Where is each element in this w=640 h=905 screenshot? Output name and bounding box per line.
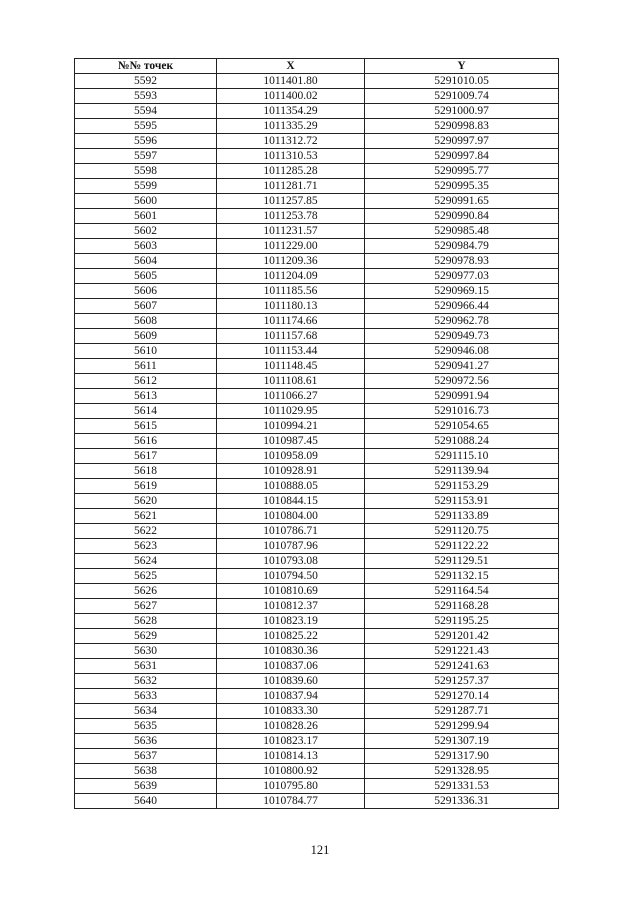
- point-number-cell: 5597: [75, 149, 217, 164]
- x-cell: 1010814.13: [217, 749, 365, 764]
- x-cell: 1011029.95: [217, 404, 365, 419]
- point-number-cell: 5602: [75, 224, 217, 239]
- y-cell: 5291088.24: [365, 434, 559, 449]
- x-cell: 1010844.15: [217, 494, 365, 509]
- x-cell: 1011157.68: [217, 329, 365, 344]
- point-number-cell: 5594: [75, 104, 217, 119]
- table-row: [75, 704, 559, 719]
- point-number-cell: 5596: [75, 134, 217, 149]
- point-number-cell: 5622: [75, 524, 217, 539]
- x-cell: 1010928.91: [217, 464, 365, 479]
- table-row: [75, 599, 559, 614]
- table-row: [75, 329, 559, 344]
- x-cell: 1010837.94: [217, 689, 365, 704]
- point-number-cell: 5599: [75, 179, 217, 194]
- x-cell: 1010828.26: [217, 719, 365, 734]
- y-cell: 5290946.08: [365, 344, 559, 359]
- y-cell: 5291287.71: [365, 704, 559, 719]
- y-cell: 5290966.44: [365, 299, 559, 314]
- y-cell: 5290949.73: [365, 329, 559, 344]
- x-cell: 1010795.80: [217, 779, 365, 794]
- table-row: [75, 314, 559, 329]
- table-row: [75, 569, 559, 584]
- table-header-row: [75, 59, 559, 74]
- y-cell: 5291000.97: [365, 104, 559, 119]
- y-cell: 5291336.31: [365, 794, 559, 809]
- x-cell: 1010830.36: [217, 644, 365, 659]
- point-number-cell: 5592: [75, 74, 217, 89]
- table-row: [75, 689, 559, 704]
- table-row: [75, 719, 559, 734]
- table-row: [75, 404, 559, 419]
- x-cell: 1010812.37: [217, 599, 365, 614]
- table-row: [75, 659, 559, 674]
- y-cell: 5290995.77: [365, 164, 559, 179]
- x-cell: 1011066.27: [217, 389, 365, 404]
- y-cell: 5291010.05: [365, 74, 559, 89]
- page-number: 121: [310, 843, 330, 857]
- point-number-cell: 5605: [75, 269, 217, 284]
- y-cell: 5290977.03: [365, 269, 559, 284]
- x-cell: 1010786.71: [217, 524, 365, 539]
- y-cell: 5290985.48: [365, 224, 559, 239]
- x-cell: 1011400.02: [217, 89, 365, 104]
- point-number-cell: 5595: [75, 119, 217, 134]
- x-cell: 1010825.22: [217, 629, 365, 644]
- point-number-cell: 5635: [75, 719, 217, 734]
- table-row: [75, 299, 559, 314]
- point-number-cell: 5618: [75, 464, 217, 479]
- table-row: [75, 749, 559, 764]
- x-cell: 1011285.28: [217, 164, 365, 179]
- x-cell: 1010987.45: [217, 434, 365, 449]
- y-cell: 5291016.73: [365, 404, 559, 419]
- point-number-cell: 5616: [75, 434, 217, 449]
- y-cell: 5291139.94: [365, 464, 559, 479]
- y-cell: 5291153.91: [365, 494, 559, 509]
- table-row: [75, 539, 559, 554]
- y-cell: 5291054.65: [365, 419, 559, 434]
- point-number-cell: 5607: [75, 299, 217, 314]
- point-number-cell: 5631: [75, 659, 217, 674]
- point-number-cell: 5624: [75, 554, 217, 569]
- y-cell: 5291122.22: [365, 539, 559, 554]
- table-row: [75, 674, 559, 689]
- point-number-cell: 5613: [75, 389, 217, 404]
- y-cell: 5291195.25: [365, 614, 559, 629]
- x-cell: 1011204.09: [217, 269, 365, 284]
- point-number-cell: 5615: [75, 419, 217, 434]
- table-row: [75, 374, 559, 389]
- x-cell: 1010804.00: [217, 509, 365, 524]
- x-cell: 1010839.60: [217, 674, 365, 689]
- point-number-cell: 5603: [75, 239, 217, 254]
- y-cell: 5291307.19: [365, 734, 559, 749]
- point-number-cell: 5639: [75, 779, 217, 794]
- point-number-cell: 5623: [75, 539, 217, 554]
- x-cell: 1010800.92: [217, 764, 365, 779]
- x-cell: 1011180.13: [217, 299, 365, 314]
- x-cell: 1011209.36: [217, 254, 365, 269]
- table-row: [75, 509, 559, 524]
- table-row: [75, 254, 559, 269]
- y-cell: 5290969.15: [365, 284, 559, 299]
- x-cell: 1011310.53: [217, 149, 365, 164]
- table-row: [75, 149, 559, 164]
- x-cell: 1010823.19: [217, 614, 365, 629]
- x-cell: 1010793.08: [217, 554, 365, 569]
- table-row: [75, 764, 559, 779]
- x-cell: 1010787.96: [217, 539, 365, 554]
- x-cell: 1010784.77: [217, 794, 365, 809]
- y-cell: 5291153.29: [365, 479, 559, 494]
- table-row: [75, 209, 559, 224]
- x-cell: 1011312.72: [217, 134, 365, 149]
- point-number-cell: 5629: [75, 629, 217, 644]
- x-cell: 1011153.44: [217, 344, 365, 359]
- x-cell: 1010958.09: [217, 449, 365, 464]
- x-cell: 1010833.30: [217, 704, 365, 719]
- point-number-cell: 5625: [75, 569, 217, 584]
- x-cell: 1011253.78: [217, 209, 365, 224]
- point-number-cell: 5604: [75, 254, 217, 269]
- y-cell: 5290962.78: [365, 314, 559, 329]
- y-cell: 5290990.84: [365, 209, 559, 224]
- x-cell: 1011148.45: [217, 359, 365, 374]
- y-cell: 5290978.93: [365, 254, 559, 269]
- table-row: [75, 284, 559, 299]
- table-row: [75, 104, 559, 119]
- x-cell: 1011401.80: [217, 74, 365, 89]
- point-number-cell: 5614: [75, 404, 217, 419]
- x-cell: 1010888.05: [217, 479, 365, 494]
- x-cell: 1011174.66: [217, 314, 365, 329]
- point-number-cell: 5628: [75, 614, 217, 629]
- y-cell: 5291257.37: [365, 674, 559, 689]
- x-cell: 1010794.50: [217, 569, 365, 584]
- y-cell: 5291133.89: [365, 509, 559, 524]
- table-row: [75, 794, 559, 809]
- table-row: [75, 494, 559, 509]
- y-cell: 5291241.63: [365, 659, 559, 674]
- y-cell: 5290997.97: [365, 134, 559, 149]
- y-cell: 5291132.15: [365, 569, 559, 584]
- header-x: X: [217, 59, 365, 74]
- x-cell: 1011335.29: [217, 119, 365, 134]
- table-row: [75, 629, 559, 644]
- point-number-cell: 5621: [75, 509, 217, 524]
- table-row: [75, 419, 559, 434]
- y-cell: 5291164.54: [365, 584, 559, 599]
- table-row: [75, 74, 559, 89]
- table-row: [75, 164, 559, 179]
- point-number-cell: 5598: [75, 164, 217, 179]
- point-number-cell: 5619: [75, 479, 217, 494]
- y-cell: 5290998.83: [365, 119, 559, 134]
- x-cell: 1011354.29: [217, 104, 365, 119]
- point-number-cell: 5632: [75, 674, 217, 689]
- point-number-cell: 5636: [75, 734, 217, 749]
- y-cell: 5290941.27: [365, 359, 559, 374]
- y-cell: 5291129.51: [365, 554, 559, 569]
- y-cell: 5290984.79: [365, 239, 559, 254]
- x-cell: 1011185.56: [217, 284, 365, 299]
- table-row: [75, 179, 559, 194]
- point-number-cell: 5637: [75, 749, 217, 764]
- table-row: [75, 524, 559, 539]
- table-row: [75, 224, 559, 239]
- y-cell: 5291115.10: [365, 449, 559, 464]
- point-number-cell: 5609: [75, 329, 217, 344]
- table-row: [75, 239, 559, 254]
- table-row: [75, 554, 559, 569]
- point-number-cell: 5611: [75, 359, 217, 374]
- point-number-cell: 5630: [75, 644, 217, 659]
- y-cell: 5291331.53: [365, 779, 559, 794]
- table-row: [75, 779, 559, 794]
- table-row: [75, 344, 559, 359]
- table-row: [75, 389, 559, 404]
- table-row: [75, 269, 559, 284]
- point-number-cell: 5617: [75, 449, 217, 464]
- y-cell: 5291328.95: [365, 764, 559, 779]
- table-row: [75, 584, 559, 599]
- table-row: [75, 434, 559, 449]
- table-row: [75, 479, 559, 494]
- header-point-number: №№ точек: [75, 59, 217, 74]
- point-number-cell: 5620: [75, 494, 217, 509]
- y-cell: 5291009.74: [365, 89, 559, 104]
- point-number-cell: 5634: [75, 704, 217, 719]
- point-number-cell: 5610: [75, 344, 217, 359]
- table-row: [75, 359, 559, 374]
- point-number-cell: 5593: [75, 89, 217, 104]
- table-row: [75, 644, 559, 659]
- x-cell: 1011229.00: [217, 239, 365, 254]
- table-row: [75, 734, 559, 749]
- y-cell: 5290997.84: [365, 149, 559, 164]
- y-cell: 5291201.42: [365, 629, 559, 644]
- point-number-cell: 5612: [75, 374, 217, 389]
- point-number-cell: 5600: [75, 194, 217, 209]
- point-number-cell: 5638: [75, 764, 217, 779]
- table-row: [75, 134, 559, 149]
- y-cell: 5290991.94: [365, 389, 559, 404]
- y-cell: 5290991.65: [365, 194, 559, 209]
- point-number-cell: 5608: [75, 314, 217, 329]
- x-cell: 1011108.61: [217, 374, 365, 389]
- point-number-cell: 5626: [75, 584, 217, 599]
- y-cell: 5291120.75: [365, 524, 559, 539]
- point-number-cell: 5633: [75, 689, 217, 704]
- table-row: [75, 89, 559, 104]
- x-cell: 1011281.71: [217, 179, 365, 194]
- table-row: [75, 449, 559, 464]
- x-cell: 1011231.57: [217, 224, 365, 239]
- table-row: [75, 194, 559, 209]
- table-row: [75, 464, 559, 479]
- point-number-cell: 5640: [75, 794, 217, 809]
- table-row: [75, 119, 559, 134]
- coordinates-table: [74, 58, 559, 809]
- point-number-cell: 5606: [75, 284, 217, 299]
- point-number-cell: 5601: [75, 209, 217, 224]
- y-cell: 5291317.90: [365, 749, 559, 764]
- x-cell: 1010823.17: [217, 734, 365, 749]
- x-cell: 1010810.69: [217, 584, 365, 599]
- table-row: [75, 614, 559, 629]
- table-body: [75, 74, 559, 809]
- y-cell: 5290972.56: [365, 374, 559, 389]
- y-cell: 5291299.94: [365, 719, 559, 734]
- header-y: Y: [365, 59, 559, 74]
- y-cell: 5291221.43: [365, 644, 559, 659]
- x-cell: 1010837.06: [217, 659, 365, 674]
- y-cell: 5291168.28: [365, 599, 559, 614]
- y-cell: 5290995.35: [365, 179, 559, 194]
- y-cell: 5291270.14: [365, 689, 559, 704]
- point-number-cell: 5627: [75, 599, 217, 614]
- x-cell: 1011257.85: [217, 194, 365, 209]
- x-cell: 1010994.21: [217, 419, 365, 434]
